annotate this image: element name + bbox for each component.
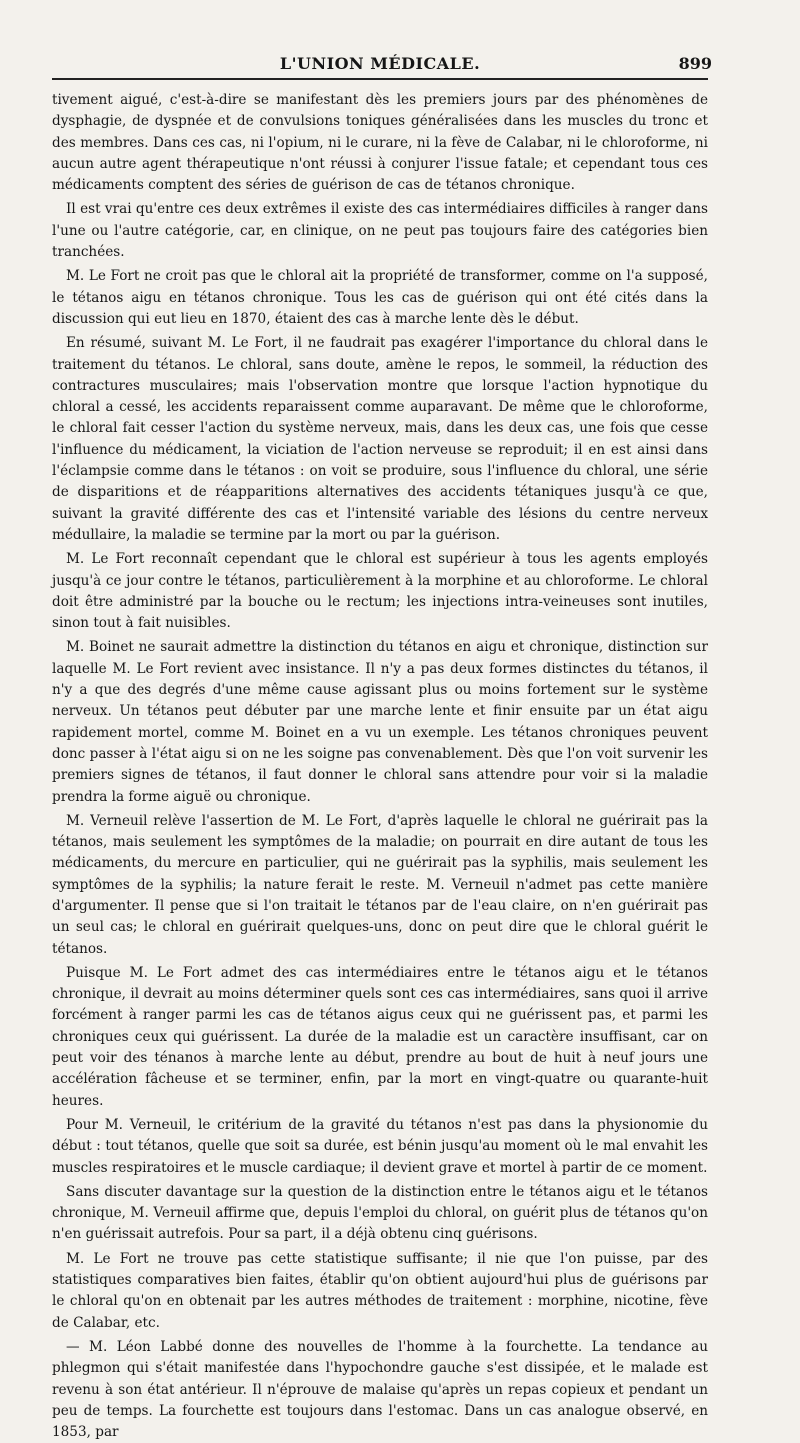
paragraph: — M. Léon Labbé donne des nouvelles de l'homme à la fourchette. La tendance au phlegmon qui s'était manifestée dans l'hypochondre gauche s'est dissipée, et le malade est revenu à son état antérieur. Il n'éprouve de malaise qu'après un repas copieux et pendant un peu de temps. La fourchette est toujours dans l'estomac. Dans un cas analogue observé, en 1853, par [52, 1338, 708, 1441]
paragraph: En résumé, suivant M. Le Fort, il ne faudrait pas exagérer l'importance du chloral dans le traitement du tétanos. Le chloral, sans doute, amène le repos, le sommeil, la réduction des contractures musculaires; mais l'observation montre que lorsque l'action hypnotique du chloral a cessé, les accidents reparaissent comme auparavant. De même que le chloroforme, le chloral fait cesser l'action du système nerveux, mais, dans les deux cas, une fois que cesse l'influence du médicament, la viciation de l'action nerveuse se reproduit; il en est ainsi dans l'éclampsie comme dans le tétanos : on voit se produire, sous l'influence du chloral, une série de disparitions et de réapparitions alternatives des accidents tétaniques jusqu'à ce que, suivant la gravité différente des cas et l'intensité variable des lésions du centre nerveux médullaire, la maladie se termine par la mort ou par la guérison. [52, 335, 708, 543]
page-number: 899 [678, 54, 712, 73]
paragraph: Pour M. Verneuil, le critérium de la gravité du tétanos n'est pas dans la physionomie du début : tout tétanos, quelle que soit sa durée, est bénin jusqu'au moment où le mal envahit les muscles respiratoires et le muscle cardiaque; il devient grave et mortel à partir de ce moment. [52, 1116, 708, 1176]
running-header [52, 52, 712, 80]
paragraph: M. Le Fort reconnaît cependant que le chloral est supérieur à tous les agents employés jusqu'à ce jour contre le tétanos, particulièrement à la morphine et au chloroforme. Le chloral doit être administré par la bouche ou le rectum; les injections intra-veineuses sont inutiles, sinon tout à fait nuisibles. [52, 551, 708, 632]
journal-title: L'UNION MÉDICALE. [279, 54, 481, 73]
paragraph: M. Le Fort ne trouve pas cette statistique suffisante; il nie que l'on puisse, par des statistiques comparatives bien faites, établir qu'on obtient aujourd'hui plus de guérisons par le chloral qu'on en obtenait par les autres méthodes de traitement : morphine, nicotine, fève de Calabar, etc. [52, 1250, 708, 1331]
paragraph: Il est vrai qu'entre ces deux extrêmes il existe des cas intermédiaires difficiles à ranger dans l'une ou l'autre catégorie, car, en clinique, on ne peut pas toujours faire des catégories bien tranchées. [52, 201, 708, 261]
paragraph: M. Boinet ne saurait admettre la distinction du tétanos en aigu et chronique, distinction sur laquelle M. Le Fort revient avec insistance. Il n'y a pas deux formes distinctes du tétanos, il n'y a que des degrés d'une même cause agissant plus ou moins fortement sur le système nerveux. Un tétanos peut débuter par une marche lente et finir ensuite par un état aigu rapidement mortel, comme M. Boinet en a vu un exemple. Les tétanos chroniques peuvent donc passer à l'état aigu si on ne les soigne pas convenablement. Dès que l'on voit survenir les premiers signes de tétanos, il faut donner le chloral sans attendre pour voir si la maladie prendra la forme aiguë ou chronique. [52, 639, 708, 805]
paragraph: M. Le Fort ne croit pas que le chloral ait la propriété de transformer, comme on l'a supposé, le tétanos aigu en tétanos chronique. Tous les cas de guérison qui ont été cités dans la discussion qui eut lieu en 1870, étaient des cas à marche lente dès le début. [52, 268, 708, 327]
paragraph: M. Verneuil relève l'assertion de M. Le Fort, d'après laquelle le chloral ne guérirait pas la tétanos, mais seulement les symptômes de la maladie; on pourrait en dire autant de tous les médicaments, du mercure en particulier, qui ne guérirait pas la syphilis, mais seulement les symptômes de la syphilis; la nature ferait le reste. M. Verneuil n'admet pas cette manière d'argumenter. Il pense que si l'on traitait le tétanos par de l'eau claire, on n'en guérirait pas un seul cas; le chloral en guérirait quelques-uns, donc on peut dire que le chloral guérit le tétanos. [52, 812, 708, 957]
article-body [52, 90, 708, 1443]
paragraph: Puisque M. Le Fort admet des cas intermédiaires entre le tétanos aigu et le tétanos chronique, il devrait au moins déterminer quels sont ces cas intermédiaires, sans quoi il arrive forcément à ranger parmi les cas de tétanos aigus ceux qui ne guérissent pas, et parmi les chroniques ceux qui guérissent. La durée de la maladie est un caractère insuffisant, car on peut voir des ténanos à marche lente au début, prendre au bout de huit à neuf jours une accélération fâcheuse et se terminer, enfin, par la mort en vingt-quatre ou quarante-huit heures. [52, 964, 708, 1109]
paragraph: Sans discuter davantage sur la question de la distinction entre le tétanos aigu et le tétanos chronique, M. Verneuil affirme que, depuis l'emploi du chloral, on guérit plus de tétanos qu'on n'en guérissait autrefois. Pour sa part, il a déjà obtenu cinq guérisons. [52, 1183, 708, 1243]
paragraph: tivement aigué, c'est-à-dire se manifestant dès les premiers jours par des phénomènes de dysphagie, de dyspnée et de convulsions toniques généralisées dans les muscles du tronc et des membres. Dans ces cas, ni l'opium, ni le curare, ni la fève de Calabar, ni le chloroforme, ni aucun autre agent thérapeutique n'ont réussi à conjurer l'issue fatale; et cependant tous ces médicaments comptent des séries de guérison de cas de tétanos chronique. [52, 92, 708, 194]
